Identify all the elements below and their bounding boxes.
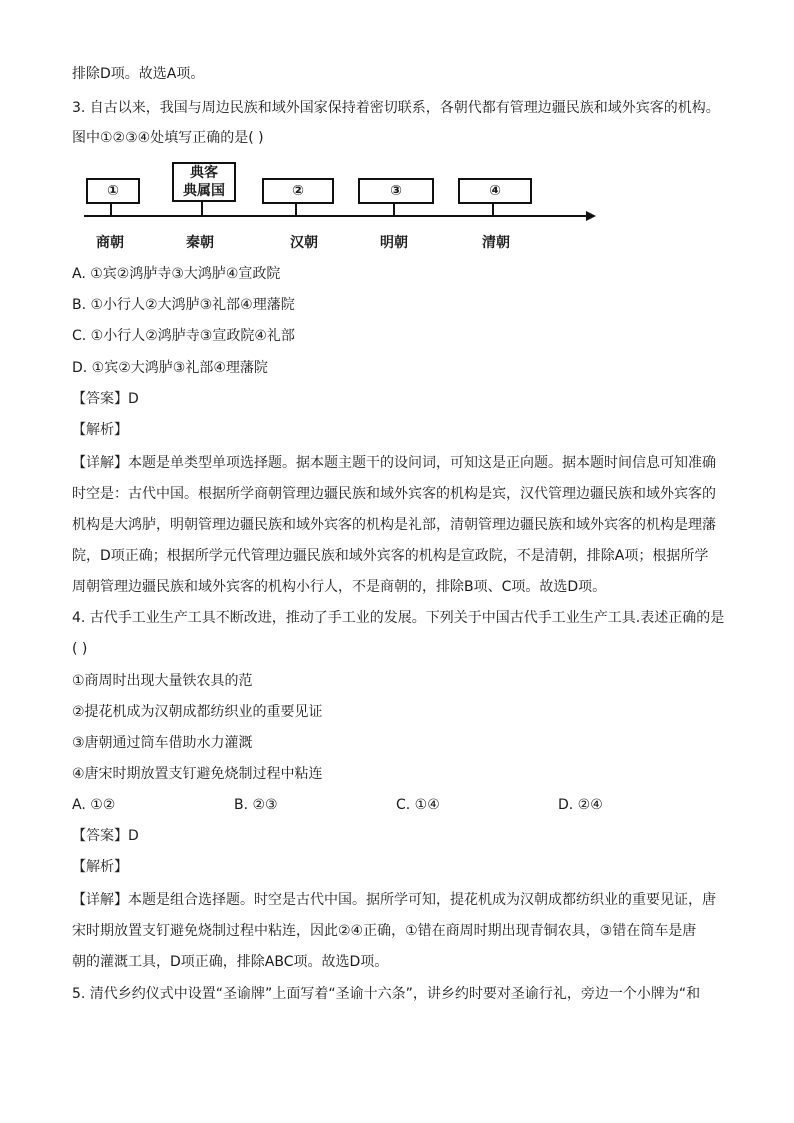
q3-option-a: A. ①宾②鸿胪寺③大鸿胪④宣政院: [72, 266, 281, 282]
timeline-box-2: ②: [262, 178, 334, 204]
q3-detail-line1: 【详解】本题是单类型单项选择题。据本题主题干的设问词，可知这是正向题。据本题时间信息可知准确: [72, 455, 716, 471]
q3-detail-line5: 周朝管理边疆民族和域外宾客的机构小行人，不是商朝的，排除B项、C项。故选D项。: [72, 579, 607, 595]
timeline-box-3: ③: [358, 178, 434, 204]
timeline-era-ming: 明朝: [380, 235, 408, 251]
timeline-era-han: 汉朝: [290, 235, 318, 251]
q4-stem-line2: ( ): [72, 641, 88, 657]
q4-statement-3: ③唐朝通过筒车借助水力灌溉: [72, 735, 253, 751]
q4-stem-line1: 4. 古代手工业生产工具不断改进，推动了手工业的发展。下列关于中国古代手工业生产工具.表述正确的是: [72, 610, 725, 626]
q3-option-b: B. ①小行人②大鸿胪③礼部④理藩院: [72, 297, 295, 313]
timeline-box-1: ①: [86, 178, 140, 204]
q4-statement-2: ②提花机成为汉朝成都纺织业的重要见证: [72, 704, 323, 720]
timeline-box-qin: [172, 162, 236, 202]
timeline-stem-4: [492, 202, 494, 216]
timeline-box-4: ④: [458, 178, 532, 204]
q3-detail-line2: 时空是：古代中国。根据所学商朝管理边疆民族和域外宾客的机构是宾，汉代管理边疆民族和域外宾客的: [72, 486, 716, 502]
q4-statement-4: ④唐宋时期放置支钉避免烧制过程中粘连: [72, 766, 323, 782]
timeline-stem-3: [393, 202, 395, 216]
q4-statement-1: ①商周时出现大量铁农具的范: [72, 673, 253, 689]
timeline-arrowhead: [586, 211, 596, 221]
q5-stem-line1: 5. 清代乡约仪式中设置“圣谕牌”上面写着“圣谕十六条”，讲乡约时要对圣谕行礼，旁边一个小牌为“和: [72, 986, 701, 1002]
q3-analysis-label: 【解析】: [72, 422, 128, 438]
timeline-stem-qin: [201, 200, 203, 216]
timeline-stem-1: [110, 202, 112, 216]
timeline-box-qin-bottom: 典属国: [183, 183, 225, 199]
q4-option-b: B. ②③: [234, 797, 278, 813]
q4-option-a: A. ①②: [72, 797, 116, 813]
q3-stem-line1: 3. 自古以来，我国与周边民族和域外国家保持着密切联系，各朝代都有管理边疆民族和域外宾客的机构。: [72, 100, 720, 116]
timeline-box-qin-top: 典客: [190, 165, 218, 181]
q4-option-c: C. ①④: [396, 797, 440, 813]
q4-detail-line3: 朝的灌溉工具，D项正确，排除ABC项。故选D项。: [72, 954, 389, 970]
q3-stem-line2: 图中①②③④处填写正确的是( ): [72, 130, 264, 146]
q3-detail-line4: 院，D项正确；根据所学元代管理边疆民族和域外宾客的机构是宣政院，不是清朝，排除A项；根据所学: [72, 548, 709, 564]
q2-conclusion: 排除D项。故选A项。: [72, 66, 205, 82]
q3-detail-line3: 机构是大鸿胪，明朝管理边疆民族和域外宾客的机构是礼部，清朝管理边疆民族和域外宾客的机构是理藩: [72, 517, 716, 533]
timeline-stem-2: [295, 202, 297, 216]
q4-analysis-label: 【解析】: [72, 859, 128, 875]
q4-detail-line1: 【详解】本题是组合选择题。时空是古代中国。据所学可知，提花机成为汉朝成都纺织业的重要见证，唐: [72, 892, 716, 908]
timeline-era-qing: 清朝: [482, 235, 510, 251]
q3-option-c: C. ①小行人②鸿胪寺③宣政院④礼部: [72, 328, 295, 344]
timeline-era-shang: 商朝: [96, 235, 124, 251]
q3-answer: 【答案】D: [72, 391, 139, 407]
timeline-era-qin: 秦朝: [186, 235, 214, 251]
q4-detail-line2: 宋时期放置支钉避免烧制过程中粘连，因此②④正确，①错在商周时期出现青铜农具，③错在筒车是唐: [72, 923, 697, 939]
q3-option-d: D. ①宾②大鸿胪③礼部④理藩院: [72, 360, 268, 376]
q4-option-d: D. ②④: [558, 797, 603, 813]
timeline-axis: [84, 215, 586, 217]
q4-answer: 【答案】D: [72, 828, 139, 844]
